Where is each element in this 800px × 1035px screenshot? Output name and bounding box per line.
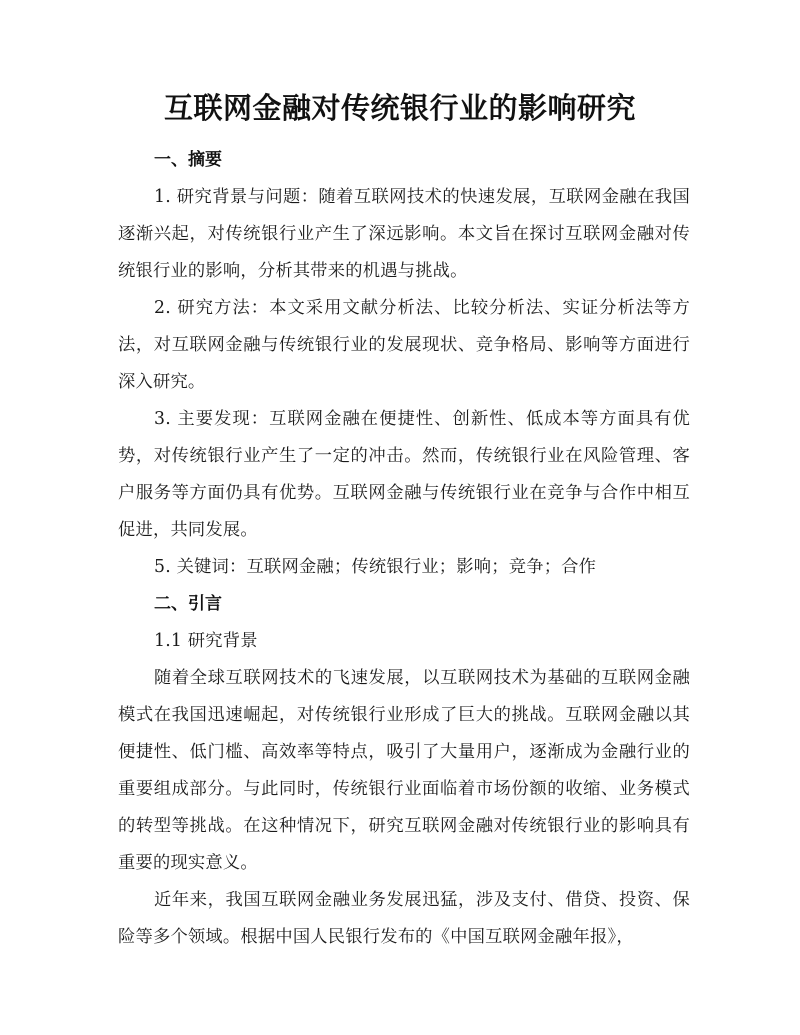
introduction-paragraph-2: 近年来，我国互联网金融业务发展迅猛，涉及支付、借贷、投资、保险等多个领域。根据中国人民银行发布的《中国互联网金融年报》， bbox=[118, 890, 690, 947]
section-heading-introduction: 二、引言 bbox=[154, 594, 222, 614]
section-heading-abstract: 一、摘要 bbox=[154, 150, 222, 170]
document-title: 互联网金融对传统银行业的影响研究 bbox=[163, 91, 636, 125]
abstract-paragraph-methods: 2. 研究方法：本文采用文献分析法、比较分析法、实证分析法等方法，对互联网金融与传统银行业的发展现状、竞争格局、影响等方面进行深入研究。 bbox=[118, 298, 690, 392]
introduction-paragraph-1: 随着全球互联网技术的飞速发展，以互联网技术为基础的互联网金融模式在我国迅速崛起，对传统银行业形成了巨大的挑战。互联网金融以其便捷性、低门槛、高效率等特点，吸引了大量用户，逐渐成为金融行业的重要组成部分。与此同时，传统银行业面临着市场份额的收缩、业务模式的转型等挑战。在这种情况下，研究互联网金融对传统银行业的影响具有重要的现实意义。 bbox=[118, 668, 690, 873]
abstract-paragraph-keywords: 5. 关键词：互联网金融；传统银行业；影响；竞争；合作 bbox=[154, 557, 597, 577]
abstract-paragraph-background: 1. 研究背景与问题：随着互联网技术的快速发展，互联网金融在我国逐渐兴起，对传统银行业产生了深远影响。本文旨在探讨互联网金融对传统银行业的影响，分析其带来的机遇与挑战。 bbox=[118, 187, 690, 281]
subsection-heading-background: 1.1 研究背景 bbox=[154, 631, 258, 651]
document-body bbox=[118, 142, 690, 956]
abstract-paragraph-findings: 3. 主要发现：互联网金融在便捷性、创新性、低成本等方面具有优势，对传统银行业产生了一定的冲击。然而，传统银行业在风险管理、客户服务等方面仍具有优势。互联网金融与传统银行业在竞争与合作中相互促进，共同发展。 bbox=[118, 409, 690, 540]
